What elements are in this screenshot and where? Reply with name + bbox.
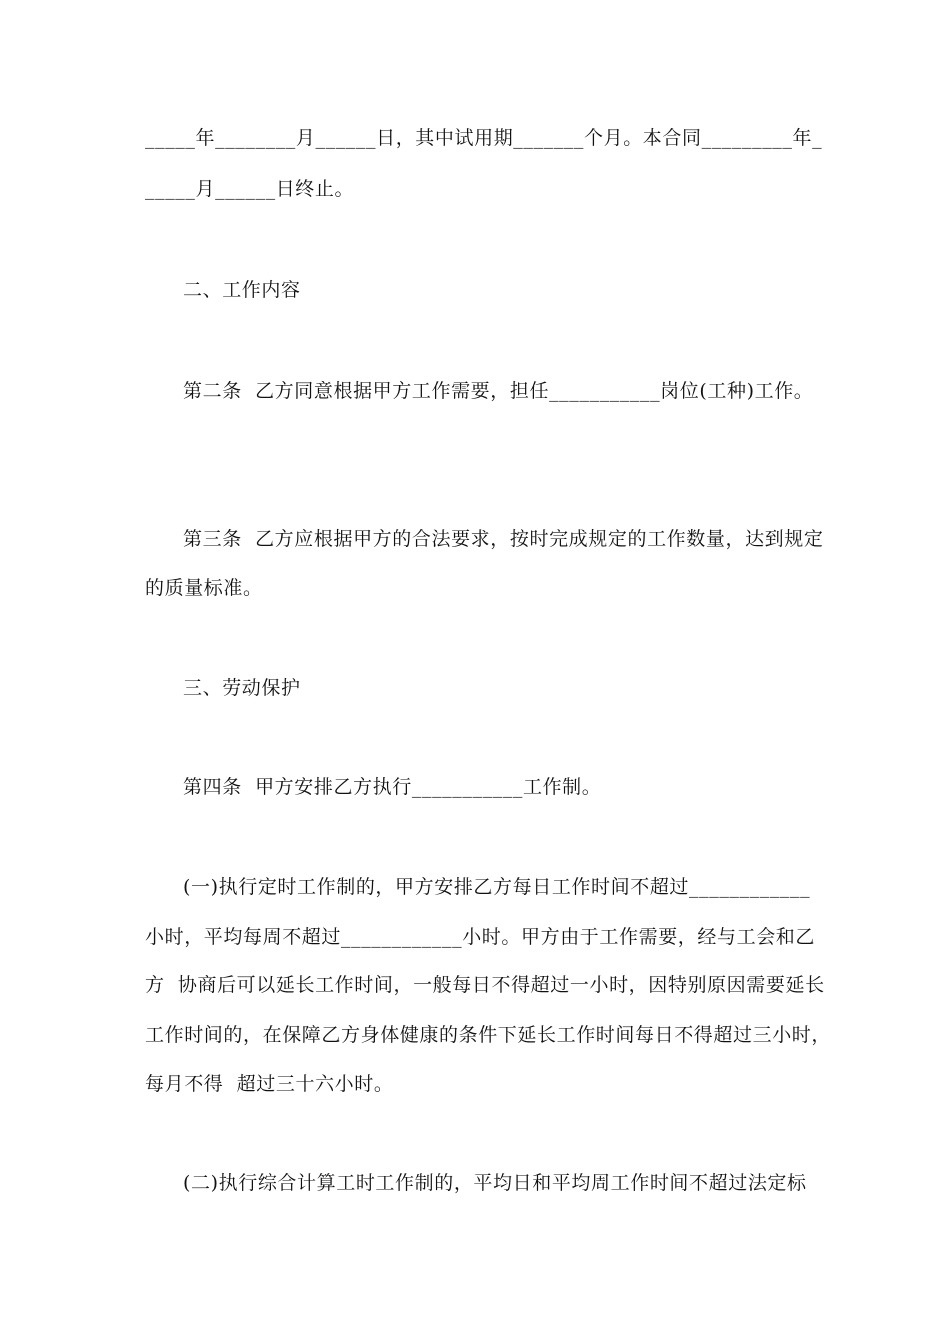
article-3-line-1: 第三条 乙方应根据甲方的合法要求，按时完成规定的工作数量，达到规定: [183, 528, 824, 550]
article-2: 第二条 乙方同意根据甲方工作需要，担任___________岗位(工种)工作。: [183, 380, 814, 402]
clause-1-line-3: 方 协商后可以延长工作时间，一般每日不得超过一小时，因特别原因需要延长: [145, 974, 825, 996]
clause-1-line-4: 工作时间的，在保障乙方身体健康的条件下延长工作时间每日不得超过三小时，: [145, 1024, 832, 1046]
contract-end-line: _____月______日终止。: [145, 178, 355, 200]
clause-1-line-2: 小时，平均每周不超过____________小时。甲方由于工作需要，经与工会和乙: [145, 926, 816, 948]
article-4: 第四条 甲方安排乙方执行___________工作制。: [183, 776, 602, 798]
clause-1-line-5: 每月不得 超过三十六小时。: [145, 1073, 394, 1095]
article-3-line-2: 的质量标准。: [145, 577, 263, 599]
contract-term-line: _____年________月______日，其中试用期_______个月。本合同_________年_: [145, 127, 823, 149]
section-heading-labor-protection: 三、劳动保护: [183, 677, 301, 699]
clause-1-line-1: (一)执行定时工作制的，甲方安排乙方每日工作时间不超过____________: [183, 876, 811, 898]
clause-2-line-1: (二)执行综合计算工时工作制的，平均日和平均周工作时间不超过法定标: [183, 1172, 807, 1194]
section-heading-work-content: 二、工作内容: [183, 279, 301, 301]
